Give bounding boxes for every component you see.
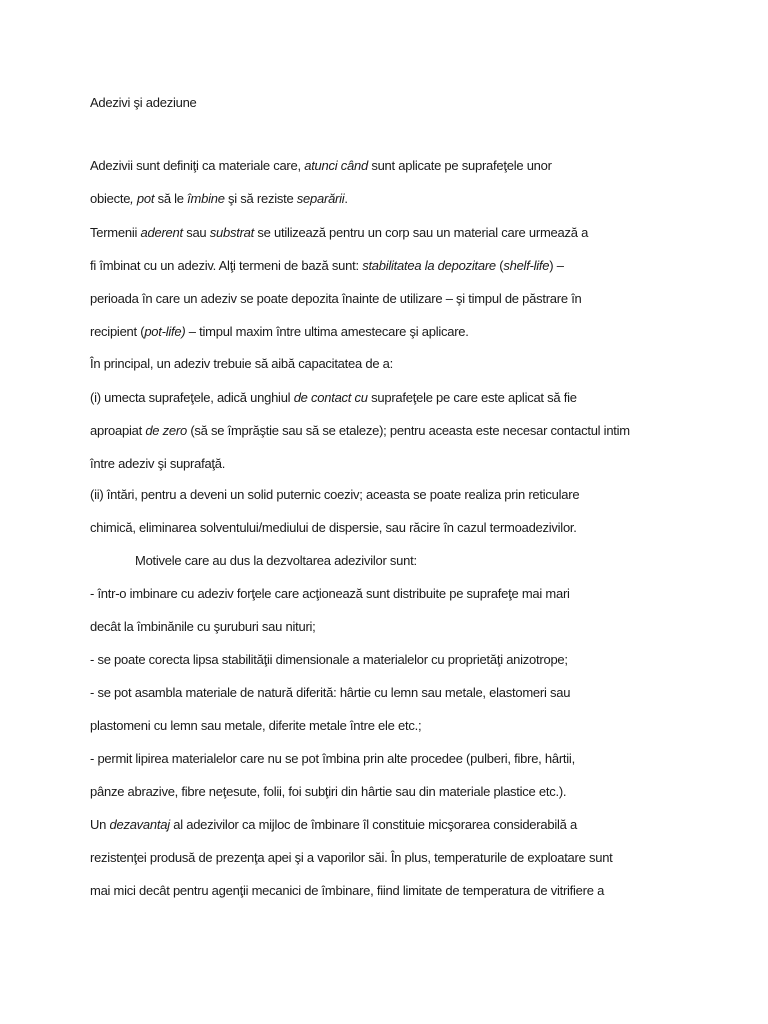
text-line: Un dezavantaj al adezivilor ca mijloc de îmbinare îl constituie micşorarea considerabilă a [90, 817, 577, 832]
text-line: între adeziv şi suprafaţă. [90, 456, 226, 471]
text-line: fi îmbinat cu un adeziv. Alţi termeni de bază sunt: stabilitatea la depozitare (shelf-life) – [90, 258, 564, 273]
text-line: rezistenţei produsă de prezenţa apei şi a vaporilor săi. În plus, temperaturile de exploatare sunt [90, 850, 613, 865]
text-line: - într-o imbinare cu adeziv forţele care acţionează sunt distribuite pe suprafeţe mai mari [90, 586, 570, 601]
text-line: - se pot asambla materiale de natură diferită: hârtie cu lemn sau metale, elastomeri sau [90, 685, 571, 700]
text-line: decât la îmbinănile cu şuruburi sau nituri; [90, 619, 316, 634]
text-line: - permit lipirea materialelor care nu se pot îmbina prin alte procedee (pulberi, fibre, hârtii, [90, 751, 575, 766]
text-line: În principal, un adeziv trebuie să aibă capacitatea de a: [90, 356, 394, 371]
text-line: perioada în care un adeziv se poate depozita înainte de utilizare – şi timpul de păstrare în [90, 291, 582, 306]
text-line: (i) umecta suprafeţele, adică unghiul de contact cu suprafeţele pe care este aplicat să fie [90, 390, 577, 405]
text-line: obiecte, pot să le îmbine şi să reziste separării. [90, 191, 348, 206]
text-line: plastomeni cu lemn sau metale, diferite metale între ele etc.; [90, 718, 422, 733]
text-line: - se poate corecta lipsa stabilităţii dimensionale a materialelor cu proprietăţi anizotrope; [90, 652, 568, 667]
text-line: aproapiat de zero (să se împrăştie sau să se etaleze); pentru aceasta este necesar contactul intim [90, 423, 630, 438]
text-line: recipient (pot-life) – timpul maxim între ultima amestecare şi aplicare. [90, 324, 469, 339]
text-line: pânze abrazive, fibre neţesute, folii, foi subţiri din hârtie sau din materiale plastice etc.). [90, 784, 567, 799]
text-line: Termenii aderent sau substrat se utilizează pentru un corp sau un material care urmează a [90, 225, 589, 240]
text-line: mai mici decât pentru agenţii mecanici de îmbinare, fiind limitate de temperatura de vitrifiere a [90, 883, 605, 898]
text-line: Adezivii sunt definiţi ca materiale care, atunci când sunt aplicate pe suprafeţele unor [90, 158, 552, 173]
document-title: Adezivi şi adeziune [90, 95, 197, 110]
text-line: (ii) întări, pentru a deveni un solid puternic coeziv; aceasta se poate realiza prin reticulare [90, 487, 580, 502]
text-line: chimică, eliminarea solventului/mediului de dispersie, sau răcire în cazul termoadezivilor. [90, 520, 577, 535]
text-line: Motivele care au dus la dezvoltarea adezivilor sunt: [135, 553, 417, 568]
